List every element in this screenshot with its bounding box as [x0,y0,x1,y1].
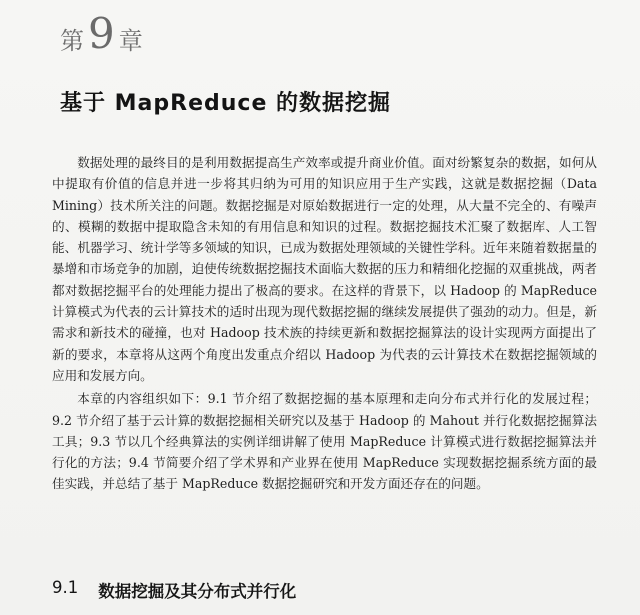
chapter-label [60,8,143,56]
organization-paragraph: 本章的内容组织如下：9.1 节介绍了数据挖掘的基本原理和走向分布式并行化的发展过程；9.2 节介绍了基于云计算的数据挖掘相关研究以及基于 Hadoop 的 Mahout 并行化数据挖掘算法工具；9.3 节以几个经典算法的实例详细讲解了使用 MapReduce 计算模式进行数据挖掘算法并行化的方法；9.4 节简要介绍了学术界和产业界在使用 MapReduce 实现数据挖掘系统方面的最佳实践，并总结了基于 MapReduce 数据挖掘研究和开发方面还存在的问题。 [52,391,597,492]
intro-paragraph: 数据处理的最终目的是利用数据提高生产效率或提升商业价值。面对纷繁复杂的数据，如何从中提取有价值的信息并进一步将其归纳为可用的知识应用于生产实践，这就是数据挖掘（Data Mining）技术所关注的问题。数据挖掘是对原始数据进行一定的处理，从大量不完全的、有噪声的、模糊的数据中提取隐含未知的有用信息和知识的过程。数据挖掘技术汇聚了数据库、人工智能、机器学习、统计学等多领域的知识，已成为数据处理领域的关键性学科。近年来随着数据量的暴增和市场竞争的加剧，迫使传统数据挖掘技术面临大数据的压力和精细化挖掘的双重挑战，两者都对数据挖掘平台的处理能力提出了极高的要求。在这样的背景下，以 Hadoop 的 MapReduce 计算模式为代表的云计算技术的适时出现为现代数据挖掘的继续发展提供了强劲的动力。但是，新需求和新技术的碰撞，也对 Hadoop 技术族的持续更新和数据挖掘算法的设计实现两方面提出了新的要求，本章将从这两个角度出发重点介绍以 Hadoop 为代表的云计算技术在数据挖掘领域的应用和发展方向。 [52,155,597,383]
chapter-body [52,152,597,495]
chapter-suffix: 章 [118,27,143,55]
chapter-title: 基于 MapReduce 的数据挖掘 [60,91,392,116]
section-number: 9.1 [52,578,79,597]
chapter-prefix: 第 [60,27,84,55]
section-heading [52,578,296,602]
chapter-number: 9 [88,9,115,58]
section-title: 数据挖掘及其分布式并行化 [98,582,297,601]
